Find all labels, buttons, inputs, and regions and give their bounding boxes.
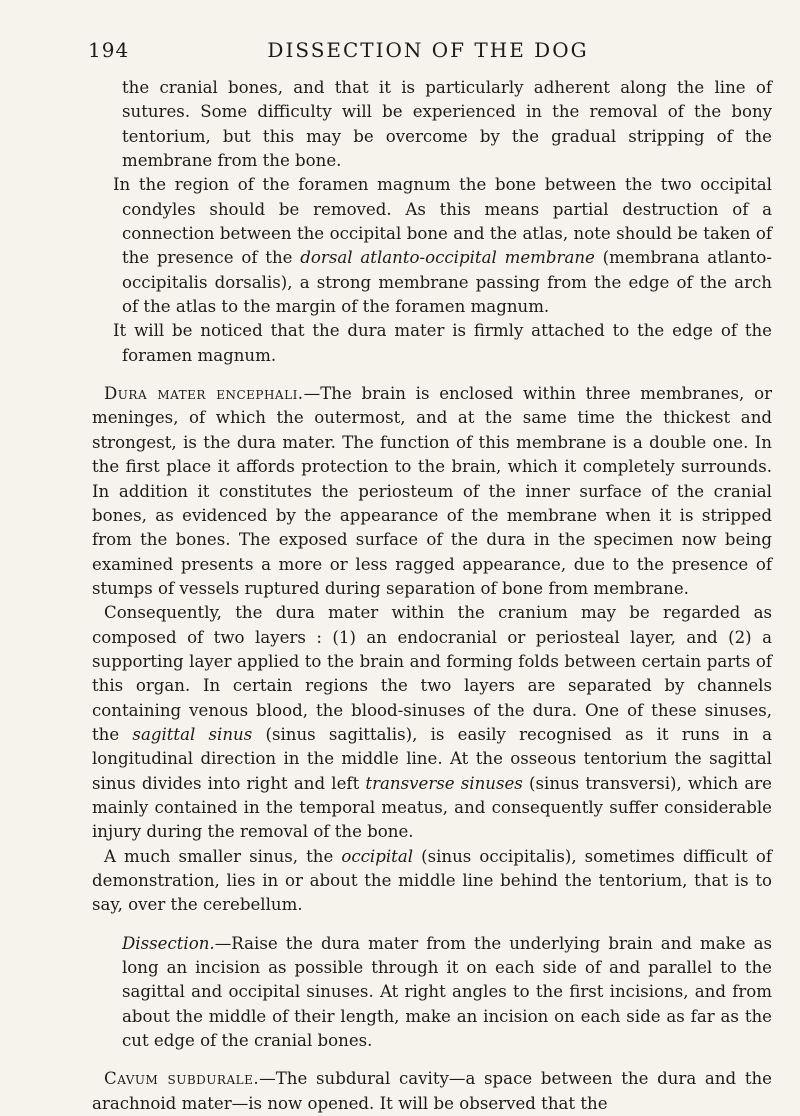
page-number: 194 (88, 38, 130, 62)
section-heading-dura-mater: Dura mater encephali. (104, 384, 304, 404)
term-transverse-sinuses: transverse sinuses (365, 773, 523, 793)
paragraph-dura-mater-encephali: Dura mater encephali.—The brain is enclosed within three membranes, or meninges, of which the outermost, and at the same time the thickest and strongest, is the dura mater. The function of this membrane is a double one. In the first place it affords protection to the brain, which it completely surrounds. In addition it constitutes the periosteum of the inner surface of the cranial bones, as evidenced by the appearance of the membrane when it is stripped from the bones. The exposed surface of the dura in the specimen now being examined presents a more or less ragged appearance, due to the presence of stumps of vessels ruptured during separation of bone from membrane. (92, 384, 772, 598)
dissection-label: Dissection. (122, 933, 215, 953)
paragraph-cavum-subdurale: Cavum subdurale.—The subdural cavity—a space between the dura and the arachnoid mater—is now opened. It will be observed that the (92, 1069, 772, 1113)
running-title: DISSECTION OF THE DOG (267, 38, 589, 62)
term-sagittal-sinus: sagittal sinus (132, 724, 253, 744)
paragraph-dissection-instructions: Dissection.—Raise the dura mater from the underlying brain and make as long an incision as possible through it on each side of and parallel to the sagittal and occipital sinuses. At right angles to the first incisions, and from about the middle of their length, make an incision on each side as far as the cut edge of the cranial bones. (122, 933, 772, 1051)
paragraph-occipital-sinus: A much smaller sinus, the occipital (sinus occipitalis), sometimes difficult of demonstration, lies in or about the middle line behind the tentorium, that is to say, over the cerebellum. (92, 846, 772, 915)
paragraph-dura-attachment: It will be noticed that the dura mater is firmly attached to the edge of the foramen magnum. (113, 321, 772, 365)
paragraph-cranial-bones: the cranial bones, and that it is particularly adherent along the line of sutures. Some difficulty will be experienced in the removal of the bony tentorium, but this may be overcome by the gradual stripping of the membrane from the bone. (122, 78, 772, 171)
body-text (92, 76, 772, 1116)
paragraph-foramen-magnum: In the region of the foramen magnum the bone between the two occipital condyles should be removed. As this means partial destruction of a connection between the occipital bone and the atlas, note should be taken of the presence of the dorsal atlanto-occipital membrane (membrana atlanto-occipitalis dorsalis), a strong membrane passing from the edge of the arch of the atlas to the margin of the foramen magnum. (113, 175, 773, 317)
page-header (88, 38, 768, 66)
paragraph-dura-layers: Consequently, the dura mater within the cranium may be regarded as composed of two layers : (1) an endocranial or periosteal layer, and (2) a supporting layer applied to the brain and forming folds between certain parts of this organ. In certain regions the two layers are separated by channels containing venous blood, the blood-sinuses of the dura. One of these sinuses, the sagittal sinus (sinus sagittalis), is easily recognised as it runs in a longitudinal direction in the middle line. At the osseous tentorium the sagittal sinus divides into right and left transverse sinuses (sinus transversi), which are mainly contained in the temporal meatus, and consequently suffer considerable injury during the removal of the bone. (92, 603, 772, 842)
term-occipital: occipital (341, 846, 414, 866)
term-dorsal-atlanto-occipital-membrane: dorsal atlanto-occipital membrane (300, 248, 595, 268)
section-heading-cavum-subdurale: Cavum subdurale. (104, 1069, 260, 1089)
